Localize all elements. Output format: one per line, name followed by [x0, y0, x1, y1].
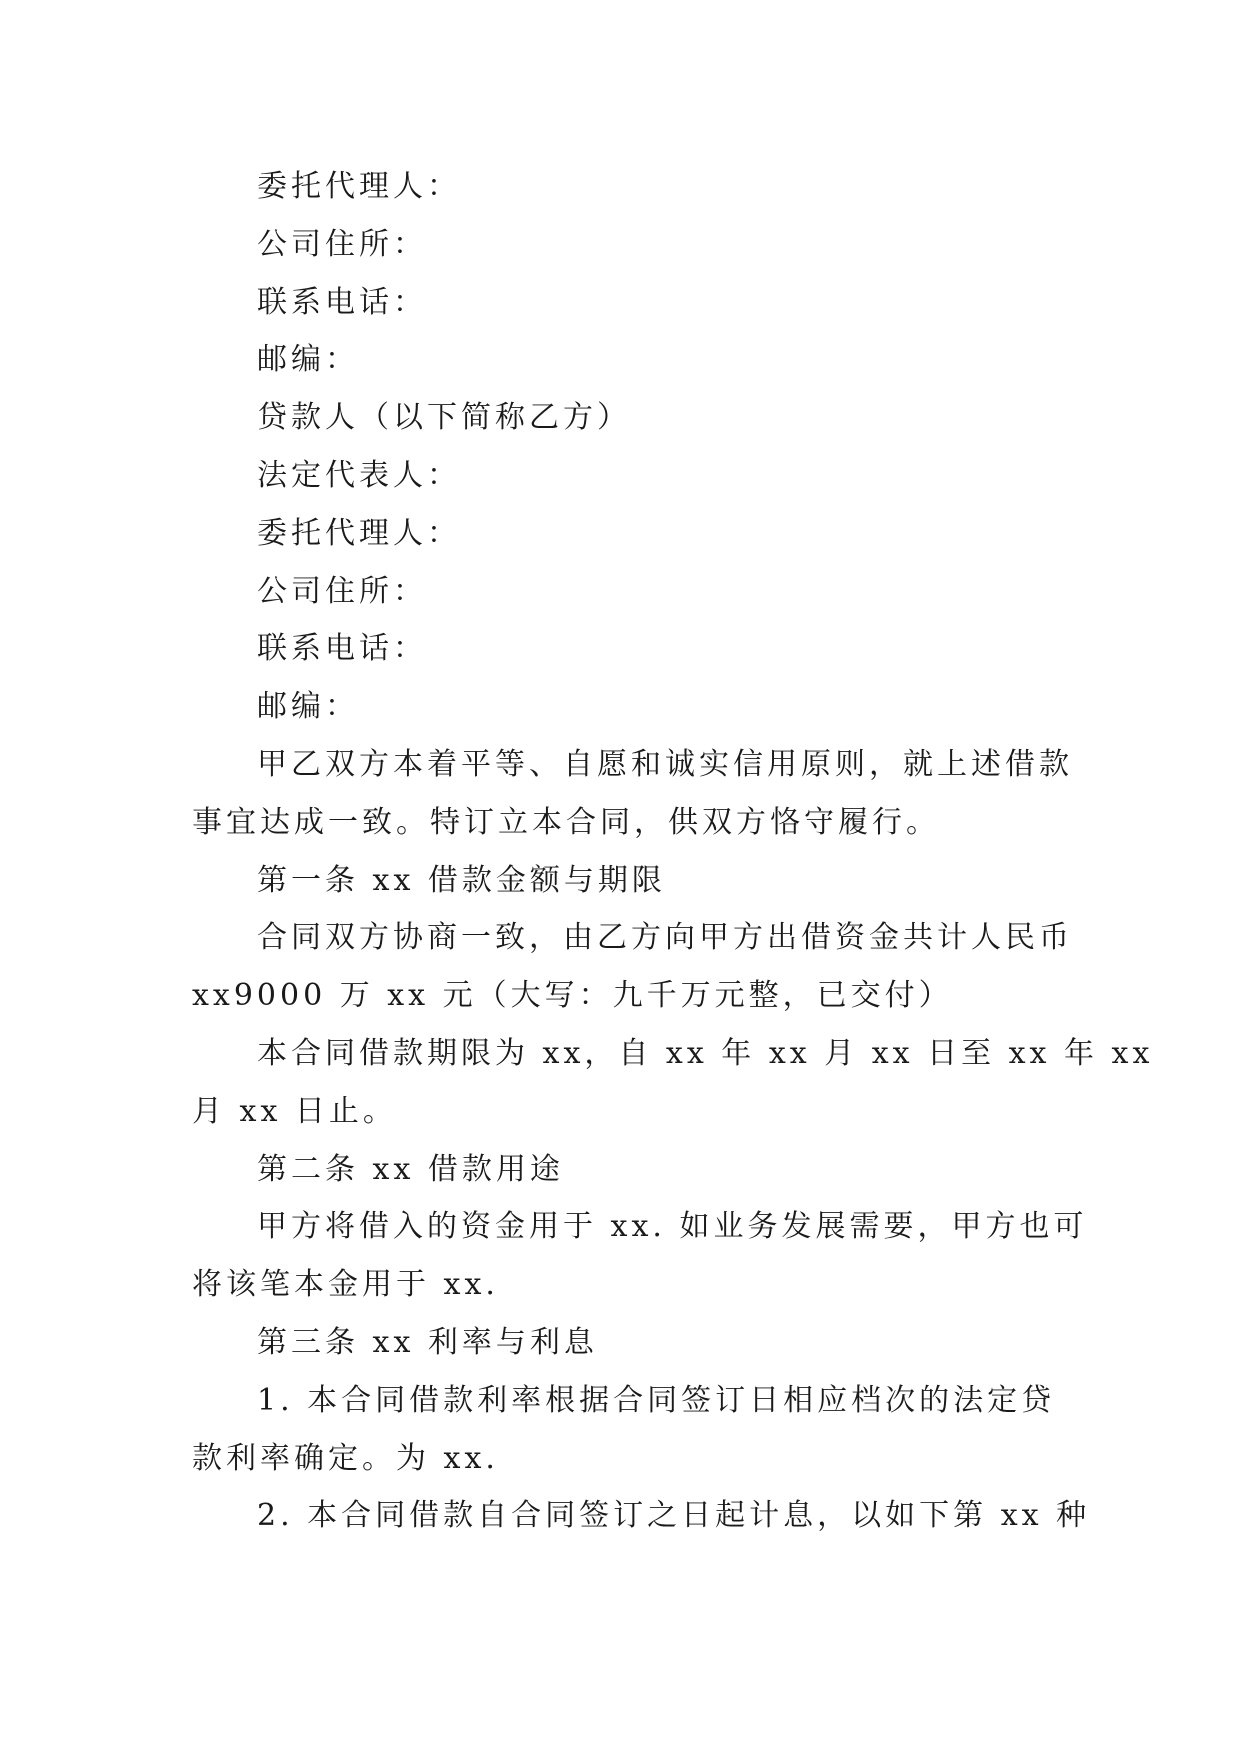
article-three-item-line: 2. 本合同借款自合同签订之日起计息，以如下第 xx 种 [257, 1498, 1091, 1534]
lender-heading: 贷款人（以下简称乙方） [257, 400, 631, 436]
article-one-paragraph-line: 合同双方协商一致，由乙方向甲方出借资金共计人民币 [257, 920, 1073, 956]
article-three-item-line: 款利率确定。为 xx. [192, 1440, 499, 1476]
entrusted-agent-line: 委托代理人： [257, 515, 461, 551]
article-one-heading: 第一条 xx 借款金额与期限 [257, 862, 666, 898]
loan-term-paragraph-line: 本合同借款期限为 xx，自 xx 年 xx 月 xx 日至 xx 年 xx [257, 1035, 1154, 1071]
agreement-paragraph-line: 事宜达成一致。特订立本合同，供双方恪守履行。 [192, 804, 940, 840]
company-address-line: 公司住所： [257, 226, 427, 262]
postcode-line: 邮编： [257, 689, 359, 725]
loan-term-paragraph-line: 月 xx 日止。 [192, 1093, 397, 1129]
phone-line: 联系电话： [257, 284, 427, 320]
agreement-paragraph-line: 甲乙双方本着平等、自愿和诚实信用原则，就上述借款 [257, 746, 1073, 782]
article-three-heading: 第三条 xx 利率与利息 [257, 1324, 598, 1360]
entrusted-agent-line: 委托代理人： [257, 169, 461, 204]
phone-line: 联系电话： [257, 631, 427, 667]
article-two-heading: 第二条 xx 借款用途 [257, 1151, 564, 1187]
article-three-item-line: 1. 本合同借款利率根据合同签订日相应档次的法定贷 [257, 1382, 1056, 1418]
article-two-paragraph-line: 将该笔本金用于 xx. [192, 1267, 499, 1303]
article-two-paragraph-line: 甲方将借入的资金用于 xx. 如业务发展需要，甲方也可 [257, 1209, 1088, 1245]
postcode-line: 邮编： [257, 342, 359, 378]
company-address-line: 公司住所： [257, 573, 427, 609]
document-body [192, 158, 1154, 1545]
legal-representative-line: 法定代表人： [257, 457, 461, 493]
article-one-paragraph-line: xx9000 万 xx 元（大写：九千万元整，已交付） [192, 978, 953, 1014]
